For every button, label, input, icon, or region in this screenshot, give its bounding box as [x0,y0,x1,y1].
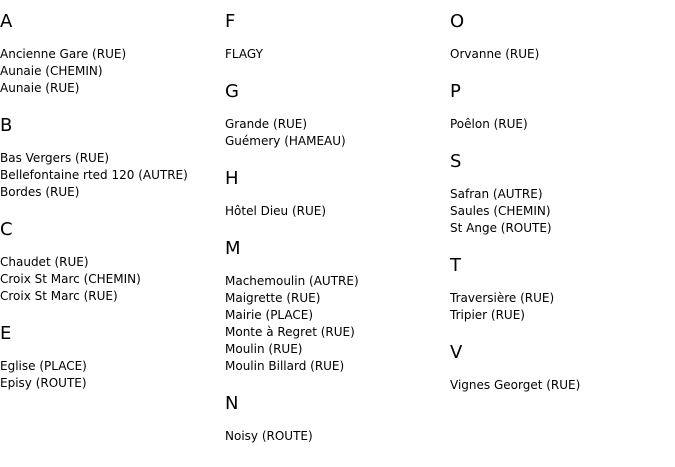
letter-group [225,81,445,150]
street-list [225,46,445,63]
street-link[interactable]: Traversière (RUE) [450,291,555,305]
street-link[interactable]: Aunaie (CHEMIN) [0,64,103,78]
street-list [225,273,445,375]
street-index-column-2 [225,0,445,445]
letter-heading: P [450,81,461,102]
letter-heading: E [0,323,12,344]
letter-heading: V [450,342,463,363]
letter-group [225,238,445,375]
letter-heading: H [225,168,239,189]
street-link[interactable]: Eglise (PLACE) [0,359,87,373]
street-list [0,358,220,392]
street-link[interactable]: Maigrette (RUE) [225,291,321,305]
letter-heading: N [225,393,239,414]
letter-group [0,219,220,305]
letter-group [0,115,220,201]
letter-group [225,393,445,445]
letter-heading: B [0,115,13,136]
street-link[interactable]: St Ange (ROUTE) [450,221,552,235]
street-list [225,116,445,150]
letter-group [450,151,670,237]
street-link[interactable]: Moulin Billard (RUE) [225,359,345,373]
street-list [450,377,670,394]
street-list [0,254,220,305]
street-list [450,186,670,237]
street-link[interactable]: Chaudet (RUE) [0,255,89,269]
street-link[interactable]: Croix St Marc (RUE) [0,289,118,303]
street-link[interactable]: Monte à Regret (RUE) [225,325,355,339]
street-list [450,46,670,63]
street-list [450,290,670,324]
street-link[interactable]: Bellefontaine rted 120 (AUTRE) [0,168,188,182]
street-link[interactable]: Machemoulin (AUTRE) [225,274,359,288]
street-link[interactable]: Episy (ROUTE) [0,376,87,390]
street-link[interactable]: FLAGY [225,47,263,61]
street-list [450,116,670,133]
street-link[interactable]: Safran (AUTRE) [450,187,543,201]
letter-group [450,11,670,63]
letter-group [225,11,445,63]
letter-heading: S [450,151,462,172]
street-link[interactable]: Mairie (PLACE) [225,308,314,322]
street-list [225,203,445,220]
street-link[interactable]: Croix St Marc (CHEMIN) [0,272,141,286]
street-link[interactable]: Bordes (RUE) [0,185,80,199]
street-link[interactable]: Noisy (ROUTE) [225,429,313,443]
street-index-column-1 [0,0,220,392]
letter-group [225,168,445,220]
letter-group [0,323,220,392]
street-list [225,428,445,445]
street-link[interactable]: Poêlon (RUE) [450,117,528,131]
letter-heading: M [225,238,241,259]
letter-group [0,11,220,97]
letter-group [450,81,670,133]
street-link[interactable]: Moulin (RUE) [225,342,303,356]
letter-group [450,342,670,394]
street-link[interactable]: Orvanne (RUE) [450,47,540,61]
letter-group [450,255,670,324]
letter-heading: G [225,81,239,102]
letter-heading: O [450,11,465,32]
letter-heading: A [0,11,13,32]
street-link[interactable]: Aunaie (RUE) [0,81,80,95]
street-link[interactable]: Grande (RUE) [225,117,308,131]
street-list [0,46,220,97]
street-link[interactable]: Bas Vergers (RUE) [0,151,110,165]
street-link[interactable]: Vignes Georget (RUE) [450,378,581,392]
street-link[interactable]: Guémery (HAMEAU) [225,134,346,148]
street-index-column-3 [450,0,670,394]
street-link[interactable]: Saules (CHEMIN) [450,204,551,218]
letter-heading: C [0,219,13,240]
street-link[interactable]: Tripier (RUE) [450,308,525,322]
street-link[interactable]: Hôtel Dieu (RUE) [225,204,327,218]
letter-heading: F [225,11,236,32]
street-link[interactable]: Ancienne Gare (RUE) [0,47,127,61]
street-list [0,150,220,201]
letter-heading: T [450,255,461,276]
